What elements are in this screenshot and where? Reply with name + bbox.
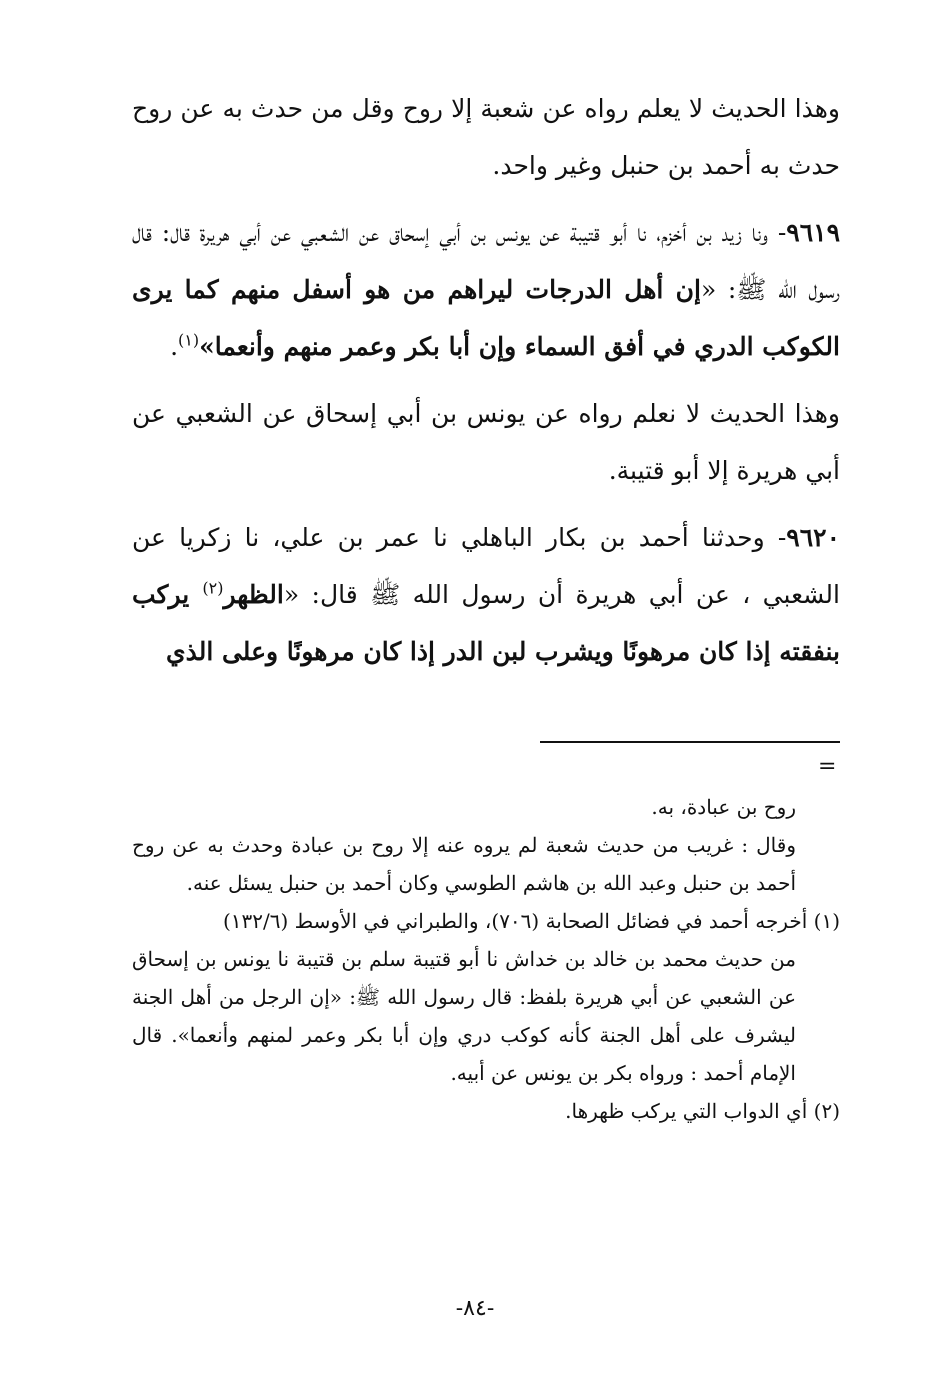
quote-close: »: [199, 332, 215, 361]
footnote-1: [132, 902, 840, 940]
commentary-text: وهذا الحديث لا نعلم رواه عن يونس بن أبي إسحاق عن الشعبي عن أبي هريرة إلا أبو قتيبة.: [132, 399, 840, 485]
footnote-1-first-line: أخرجه أحمد في فضائل الصحابة (٧٠٦)، والطبراني في الأوسط (١٣٢/٦): [222, 909, 814, 933]
footnote-1-label: (١): [813, 909, 840, 933]
hadith-isnad: - وحدثنا أحمد بن بكار الباهلي نا عمر بن علي، نا زكريا عن الشعبي ، عن أبي هريرة أن رسول الله ﷺ قال: «: [132, 523, 840, 609]
continuation-mark: =: [818, 754, 837, 779]
footnotes: [132, 788, 840, 1130]
hadith-9619: [132, 204, 840, 375]
sentence-end: .: [170, 332, 179, 361]
hadith-matn: إن أهل الدرجات ليراهم من هو أسفل منهم كما يرى الكوكب الدري في أفق السماء وإن أبا بكر وعمر منهم وأنعما: [132, 275, 840, 361]
page-number: -٨٤-: [455, 1296, 495, 1321]
hadith-number: ٩٦٢٠: [786, 523, 840, 552]
hadith-isnad: - ونا زيد بن أخزم، نا أبو قتيبة عن يونس بن أبي إسحاق عن الشعبي عن أبي هريرة قال: قال رسول الله ﷺ: «: [132, 218, 840, 304]
hadith-matn-word: الظهر: [223, 580, 284, 609]
footnote-2: [132, 1092, 840, 1130]
footnote-continuation-1: روح بن عبادة، به.: [651, 795, 796, 819]
hadith-number: ٩٦١٩: [786, 218, 840, 247]
footnote-continuation-2: وقال : غريب من حديث شعبة لم يروه عنه إلا روح بن عبادة وحدث به عن روح أحمد بن حنبل وعبد الله بن هاشم الطوسي وكان أحمد بن حنبل يسئل عنه.: [132, 833, 796, 895]
hadith-9620: [132, 509, 840, 680]
footnote-1-body: من حديث محمد بن خالد بن خداش نا أبو قتيبة سلم بن قتيبة نا يونس بن إسحاق عن الشعبي عن أبي هريرة بلفظ: قال رسول الله ﷺ: «إن الرجل من أهل الجنة ليشرف على أهل الجنة كأنه كوكب دري وإن أبا بكر وعمر لمنهم وأنعما». قال الإمام أحمد : ورواه بكر بن يونس عن أبيه.: [132, 947, 796, 1085]
hadith-matn: يركب بنفقته إذا كان مرهونًا ويشرب لبن الدر إذا كان مرهونًا وعلى الذي: [132, 580, 840, 666]
commentary-paragraph-1: [132, 80, 840, 194]
footnote-separator: [540, 741, 840, 743]
commentary-paragraph-3: [132, 385, 840, 499]
footnote-2-text: أي الدواب التي يركب ظهرها.: [565, 1099, 814, 1123]
footnote-ref-1[interactable]: (١): [178, 330, 200, 350]
commentary-text: وهذا الحديث لا يعلم رواه عن شعبة إلا روح وقل من حدث به عن روح حدث به أحمد بن حنبل وغير واحد.: [132, 94, 840, 180]
footnote-ref-2[interactable]: (٢): [202, 578, 224, 598]
footnote-2-label: (٢): [813, 1099, 840, 1123]
main-text: [132, 80, 840, 690]
